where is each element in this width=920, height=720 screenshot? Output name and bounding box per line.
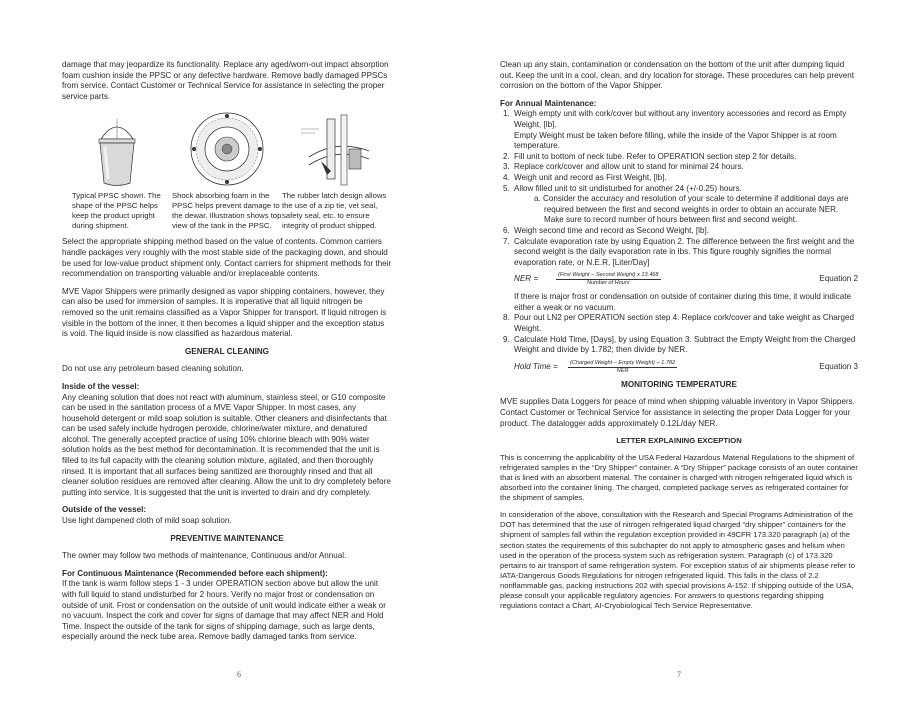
general-cleaning-heading: GENERAL CLEANING — [185, 346, 269, 356]
general-cleaning-text: Do not use any petroleum based cleaning solution. — [62, 364, 244, 374]
step-5-text: Allow filled unit to sit undisturbed for another 24 (+/-0.25) hours. — [514, 183, 742, 193]
inside-vessel-text: Any cleaning solution that does not react with aluminum, stainless steel, or G10 composite can be used in the sanitation process of a MVE Vapor Shipper. In most cases, any household detergent or mild soap solution is suitable. Other cleaners and disinfectants that can be used safely include hydrogen peroxide, chlorine/water mixture, and denatured alcohol. The generally accepted practice of using 10% chlorine bleach with 90% water solution holds as the best method for decontamination. It is recommended that the unit is filled to its full capacity with the cleaning solution mixture, agitated, and then thoroughly rinsed. It is important that all surfaces being sanitized are thoroughly rinsed and that all cleaner solution residues are removed after cleaning. Allow the unit to dry completely before putting into service. It is suggested that the unit is inverted to drain and dry completely. — [62, 392, 391, 497]
step-1-text: Weigh empty unit with cork/cover but without any inventory accessories and record as Empty Weight, [lb]. — [514, 109, 847, 129]
list-item: 3. Replace cork/cover and allow unit to stand for minimal 24 hours. — [512, 162, 858, 173]
letter-exception-heading: LETTER EXPLAINING EXCEPTION — [616, 436, 742, 446]
figure-latch-caption: The rubber latch design allows the use of a zip tie, vet seal, safety seal, etc. to ensure integrity of product shipped. — [282, 191, 387, 231]
left-column — [62, 60, 392, 650]
right-intro: Clean up any stain, contamination or condensation on the bottom of the unit after dumping liquid out. Keep the unit in a cool, clean, and dry location for storage. These procedures can help prevent corrosion on the bottom of the Vapor Shipper. — [500, 60, 854, 91]
step-5-sublist — [514, 194, 858, 226]
equation-2-label: Equation 2 — [819, 274, 858, 284]
equation-2 — [514, 272, 858, 287]
continuous-maintenance-heading: For Continuous Maintenance (Recommended before each shipment): — [62, 568, 328, 578]
annual-steps-list — [500, 109, 858, 374]
figure-ppsc — [62, 109, 172, 231]
page-right — [460, 0, 920, 720]
step-7-note: If there is major frost or condensation on outside of container during this time, it would indicate either a weak or no vacuum. — [514, 292, 851, 312]
letter-paragraph-2: In consideration of the above, consultation with the Research and Special Programs Administration of the DOT has determined that the use of nitrogen refrigerated liquid charged “dry shipper” containers for the shipment of samples fall within the regulation exception provided in 49CFR 173.320 paragraph (a) of the section states the requirements of this subchapter do not apply to atmospheric gases and helium when used in the operation of the process system such as refrigeration system. Paragraph (c) of 173.320 pertains to air transport of same refrigeration system. For exception status of air shipments please refer to IATA-Dangerous Goods Regulations for nitrogen refrigerated liquid. This falls in the class of 2.2 nonflammable gas, packing instructions 202 with special provisions A-152. If shipping outside of the USA, please consult your applicable regulatory agencies. For answers to questions regarding shipping regulations contact a Chart, AI-Cryobiological Tech Service Representative. — [500, 510, 855, 611]
outside-vessel-heading: Outside of the vessel: — [62, 505, 147, 515]
preventive-maintenance-heading: PREVENTIVE MAINTENANCE — [170, 533, 284, 543]
preventive-maintenance-text: The owner may follow two methods of maintenance, Continuous and/or Annual. — [62, 551, 347, 561]
outside-vessel-text: Use light dampened cloth of mild soap solution. — [62, 516, 232, 526]
equation-3-fraction — [568, 360, 677, 375]
equation-3-numerator: (Charged Weight – Empty Weight) ÷ 1.782 — [570, 359, 676, 366]
continuous-maintenance-text: If the tank is warm follow steps 1 - 3 under OPERATION section above but allow the unit with full liquid to stand undisturbed for 2 hours. Verify no major frost or condensation on outside of unit. Frost or condensation on the outside of unit would indicate either a weak or no vacuum. Inspect the cork and cover for signs of damage that may affect NER and Hold Time. Inspect the outside of the tank for signs of shipping damage, such as large dents, especially around the neck tube area. Remove badly damaged tanks from service. — [62, 579, 386, 642]
figure-row — [62, 109, 392, 231]
list-item — [512, 237, 858, 314]
list-item: 4. Weigh unit and record as First Weight, [lb]. — [512, 173, 858, 184]
equation-2-lhs: NER = — [514, 274, 539, 284]
step-7-text: Calculate evaporation rate by using Equation 2. The difference between the first weight and the second weight is the daily evaporation rate in lbs. This figure roughly signifies the normal evaporation rate, or N.E.R, [Liter/Day] — [514, 236, 855, 267]
list-item — [512, 335, 858, 375]
list-item: 8. Pour out LN2 per OPERATION section step 4. Replace cork/cover and take weight as Charged Weight. — [512, 313, 858, 334]
annual-maintenance-heading: For Annual Maintenance: — [500, 98, 597, 108]
inside-vessel-heading: Inside of the vessel: — [62, 381, 140, 391]
equation-2-numerator: (First Weight – Second Weight) x 13.468 — [558, 272, 659, 279]
right-column — [500, 60, 858, 618]
figure-ppsc-caption: Typical PPSC shown. The shape of the PPSC helps keep the product upright during shipment. — [72, 191, 161, 231]
vapor-shipper-paragraph: MVE Vapor Shippers were primarily designed as vapor shipping containers, however, they can also be used for immersion of samples. It is imperative that all liquid nitrogen be removed so the unit remains classified as a Vapor Shipper for transport. If liquid nitrogen is visible in the bottom of the inner, it then becomes a liquid shipper and the exception status is void. The liquid inside is now classified as hazardous material. — [62, 286, 387, 339]
letter-paragraph-1: This is concerning the applicability of the USA Federal Hazardous Material Regulations to the shipment of refrigerated samples in the “Dry Shipper” container. A “Dry Shipper” package consists of an outer container that is lined with an absorbent material. The container is charged with nitrogen refrigerated liquid which is absorbed into the container lining. The charged, completed package serves as refrigerated container for the shipment of samples. — [500, 452, 858, 503]
foam-top-view-illustration — [187, 109, 267, 189]
equation-3-label: Equation 3 — [819, 362, 858, 372]
figure-foam-caption: Shock absorbing foam in the PPSC helps prevent damage to the dewar. Illustration shows top view of the tank in the PPSC. — [172, 191, 282, 231]
equation-3-lhs: Hold Time = — [514, 362, 558, 372]
latch-illustration — [297, 109, 377, 189]
equation-2-denominator: Number of Hours — [586, 280, 630, 287]
list-item — [512, 184, 858, 226]
figure-foam — [172, 109, 282, 231]
shipping-method-paragraph: Select the appropriate shipping method based on the value of contents. Common carriers handle packages very roughly with the most stable side of the packaging down, and should be used for low-value product shipment only. Contact carriers for shipment methods for their recommendation on transporting valuable and/or irreplaceable contents. — [62, 237, 392, 279]
list-item: 2. Fill unit to bottom of neck tube. Refer to OPERATION section step 2 for details. — [512, 152, 858, 163]
ppsc-illustration — [87, 109, 147, 189]
list-item — [512, 109, 858, 151]
figure-latch — [282, 109, 392, 231]
page-number-right: 7 — [677, 670, 681, 679]
step-9-text: Calculate Hold Time, [Days], by using Equation 3. Subtract the Empty Weight from the Charged Weight and divide by 1.782; then divide by NER. — [514, 334, 856, 355]
left-intro: damage that may jeopardize its functionality. Replace any aged/worn-out impact absorption foam cushion inside the PPSC or any defective hardware. Remove badly damaged PPSCs from service. Contact Customer or Technical Service for assistance in selecting the proper service parts. — [62, 60, 389, 101]
monitoring-temperature-text: MVE supplies Data Loggers for peace of mind when shipping valuable inventory in Vapor Shippers. Contact Customer or Technical Service for assistance in selecting the proper Data Logger for your product. The datalogger adds approximately 0.12L/day NER. — [500, 397, 855, 428]
equation-3-denominator: NER — [616, 367, 629, 374]
step-1-note: Empty Weight must be taken before filling, while the inside of the Vapor Shipper is at room temperature. — [514, 130, 837, 151]
page-number-left: 6 — [237, 670, 241, 679]
monitoring-temperature-heading: MONITORING TEMPERATURE — [621, 379, 737, 389]
equation-2-fraction — [556, 272, 661, 287]
equation-3 — [514, 360, 858, 375]
step-5a-text: a. Consider the accuracy and resolution of your scale to determine if additional days are required between the first and second weights in order to obtain an accurate NER. Make sure to record number of hours between first and second weight. — [534, 194, 849, 225]
list-item: 6. Weigh second time and record as Second Weight, [lb]. — [512, 226, 858, 237]
